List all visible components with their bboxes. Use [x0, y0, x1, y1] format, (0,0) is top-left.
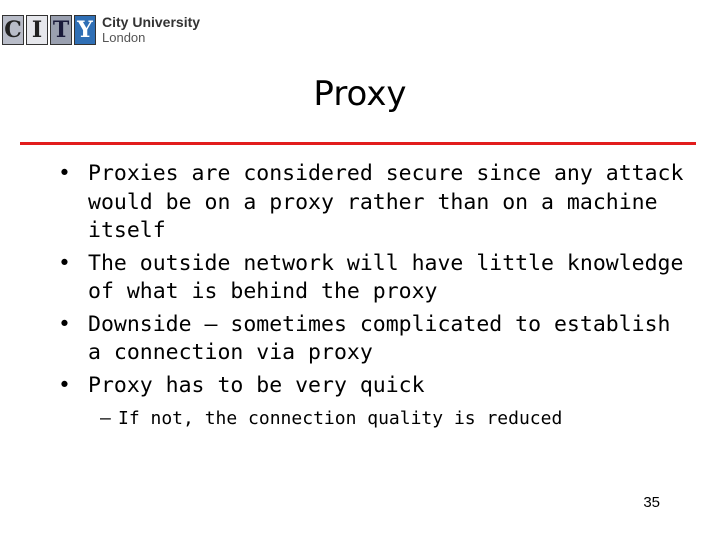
bullet-text: Proxy has to be very quick [88, 372, 425, 398]
sub-bullet-text: If not, the connection quality is reduced [118, 408, 563, 429]
bullet-dot-icon: • [58, 372, 71, 398]
dash-icon: – [100, 408, 111, 429]
bullet-text: Proxies are considered secure since any attack would be on a proxy rather than on a machine itself [88, 161, 684, 243]
logo-location: London [102, 30, 146, 45]
bullet-item [58, 160, 688, 246]
bullet-text: The outside network will have little knowledge of what is behind the proxy [88, 250, 684, 304]
bullet-item [58, 372, 688, 401]
bullet-list [58, 160, 688, 432]
bullet-item [58, 250, 688, 307]
title-divider [20, 142, 696, 145]
bullet-text: Downside – sometimes complicated to establish a connection via proxy [88, 311, 671, 365]
sub-bullet-item [58, 406, 688, 432]
logo-letter-y: Y [74, 15, 96, 45]
logo-text [102, 15, 200, 45]
bullet-item [58, 311, 688, 368]
bullet-dot-icon: • [58, 311, 71, 337]
logo-letter-t: T [50, 15, 72, 45]
logo-letter-blocks [2, 15, 98, 45]
logo-letter-c: C [2, 15, 24, 45]
city-university-logo [2, 14, 200, 46]
logo-university-name: City University [102, 14, 201, 30]
slide-title: Proxy [313, 74, 407, 114]
page-number: 35 [643, 494, 660, 511]
logo-letter-i: I [26, 15, 48, 45]
bullet-dot-icon: • [58, 250, 71, 276]
bullet-dot-icon: • [58, 161, 71, 186]
